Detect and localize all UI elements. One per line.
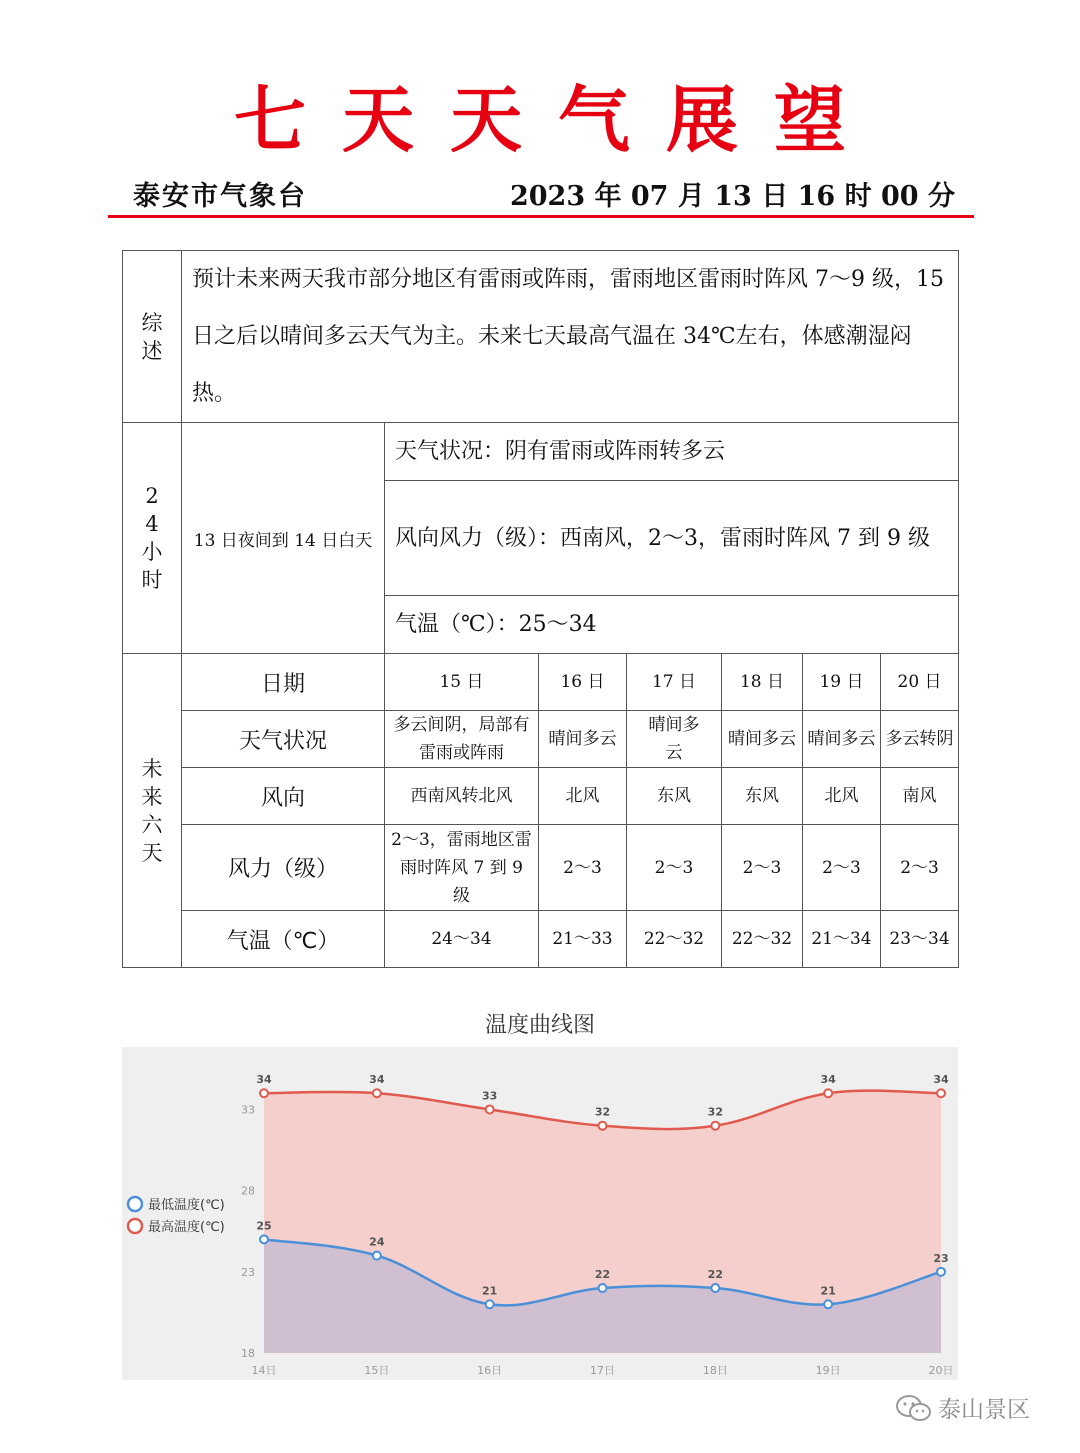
row-label-wind-dir: 风向: [182, 768, 385, 825]
wind-force-cell: 2～3: [803, 825, 881, 911]
data-label: 22: [594, 1268, 611, 1282]
data-point: [486, 1105, 494, 1113]
data-point: [711, 1284, 719, 1292]
x-tick-label: 17日: [590, 1364, 615, 1377]
legend-label: 最高温度(℃): [148, 1220, 225, 1235]
weather-cell: 晴间多云: [627, 711, 722, 768]
wind-dir-cell: 东风: [627, 768, 722, 825]
row-label-date: 日期: [182, 654, 385, 711]
data-point: [373, 1089, 381, 1097]
data-label: 32: [594, 1105, 611, 1119]
data-label: 33: [482, 1089, 498, 1103]
wind-force-cell: 2～3，雷雨地区雷雨时阵风 7 到 9 级: [385, 825, 539, 911]
wind-dir-cell: 东风: [722, 768, 803, 825]
wind-dir-cell: 北风: [803, 768, 881, 825]
data-label: 21: [482, 1284, 498, 1298]
temp-cell: 23～34: [881, 911, 959, 968]
forecast-table: [122, 250, 959, 968]
data-point: [711, 1122, 719, 1130]
temperature-chart: [122, 1047, 958, 1380]
x-tick-label: 16日: [477, 1364, 503, 1377]
data-label: 25: [256, 1219, 272, 1233]
data-point: [937, 1268, 945, 1276]
row-label-weather: 天气状况: [182, 711, 385, 768]
date-cell: 20 日: [881, 654, 959, 711]
data-point: [824, 1300, 832, 1308]
wind-dir-cell: 北风: [539, 768, 627, 825]
h24-period: 13 日夜间到 14 日白天: [182, 423, 385, 654]
temp-cell: 21～33: [539, 911, 627, 968]
date-cell: 16 日: [539, 654, 627, 711]
wind-force-cell: 2～3: [881, 825, 959, 911]
h24-label: 24小时: [123, 423, 182, 654]
six-day-label: 未来六天: [123, 654, 182, 968]
h24-temp: 气温（℃）：25～34: [385, 596, 959, 654]
x-tick-label: 20日: [928, 1364, 954, 1377]
temperature-chart-svg: [122, 1047, 958, 1380]
weather-cell: 晴间多云: [803, 711, 881, 768]
summary-label: 综述: [123, 251, 182, 423]
y-tick-label: 23: [241, 1265, 255, 1279]
date-cell: 17 日: [627, 654, 722, 711]
wind-force-cell: 2～3: [722, 825, 803, 911]
data-label: 34: [369, 1073, 385, 1087]
row-label-wind-force: 风力（级）: [182, 825, 385, 911]
x-tick-label: 18日: [702, 1364, 728, 1377]
wind-force-cell: 2～3: [539, 825, 627, 911]
data-point: [260, 1089, 268, 1097]
data-label: 34: [256, 1073, 272, 1087]
x-tick-label: 15日: [364, 1364, 390, 1377]
legend-label: 最低温度(℃): [148, 1198, 225, 1213]
row-label-temp: 气温（℃）: [182, 911, 385, 968]
wind-force-cell: 2～3: [627, 825, 722, 911]
summary-text: 预计未来两天我市部分地区有雷雨或阵雨，雷雨地区雷雨时阵风 7～9 级，15 日之后以晴间多云天气为主。未来七天最高气温在 34℃左右，体感潮湿闷热。: [182, 251, 959, 423]
data-label: 23: [933, 1251, 949, 1265]
data-label: 34: [933, 1073, 949, 1087]
data-point: [260, 1235, 268, 1243]
y-tick-label: 28: [241, 1184, 255, 1198]
weather-cell: 多云转阴: [881, 711, 959, 768]
data-point: [599, 1122, 607, 1130]
wind-dir-cell: 西南风转北风: [385, 768, 539, 825]
data-label: 24: [369, 1235, 385, 1249]
page-title: 七天天气展望: [233, 77, 882, 162]
data-label: 21: [820, 1284, 836, 1298]
y-tick-label: 18: [241, 1347, 255, 1360]
watermark-text: 泰山景区: [938, 1397, 1030, 1423]
x-tick-label: 14日: [251, 1364, 277, 1377]
data-point: [824, 1089, 832, 1097]
header-divider: [108, 215, 974, 218]
legend-marker: [128, 1197, 142, 1211]
issue-datetime: 2023 年 07 月 13 日 16 时 00 分: [509, 181, 955, 212]
temp-cell: 22～32: [722, 911, 803, 968]
y-tick-label: 33: [241, 1103, 255, 1117]
h24-wind: 风向风力（级）：西南风，2～3，雷雨时阵风 7 到 9 级: [385, 481, 959, 596]
legend-marker: [128, 1219, 142, 1233]
data-label: 32: [707, 1105, 723, 1119]
temp-cell: 22～32: [627, 911, 722, 968]
temp-cell: 21～34: [803, 911, 881, 968]
x-tick-label: 19日: [815, 1364, 841, 1377]
data-label: 22: [707, 1268, 723, 1282]
date-cell: 15 日: [385, 654, 539, 711]
weather-cell: 晴间多云: [722, 711, 803, 768]
issuer-name: 泰安市气象台: [133, 181, 307, 212]
temp-cell: 24～34: [385, 911, 539, 968]
date-cell: 19 日: [803, 654, 881, 711]
data-point: [486, 1300, 494, 1308]
data-point: [373, 1252, 381, 1260]
data-label: 34: [820, 1073, 836, 1087]
wechat-icon: [895, 1394, 933, 1424]
data-point: [599, 1284, 607, 1292]
h24-weather: 天气状况：阴有雷雨或阵雨转多云: [385, 423, 959, 481]
chart-title: 温度曲线图: [484, 1013, 595, 1038]
weather-cell: 晴间多云: [539, 711, 627, 768]
weather-cell: 多云间阴，局部有雷雨或阵雨: [385, 711, 539, 768]
wind-dir-cell: 南风: [881, 768, 959, 825]
date-cell: 18 日: [722, 654, 803, 711]
data-point: [937, 1089, 945, 1097]
